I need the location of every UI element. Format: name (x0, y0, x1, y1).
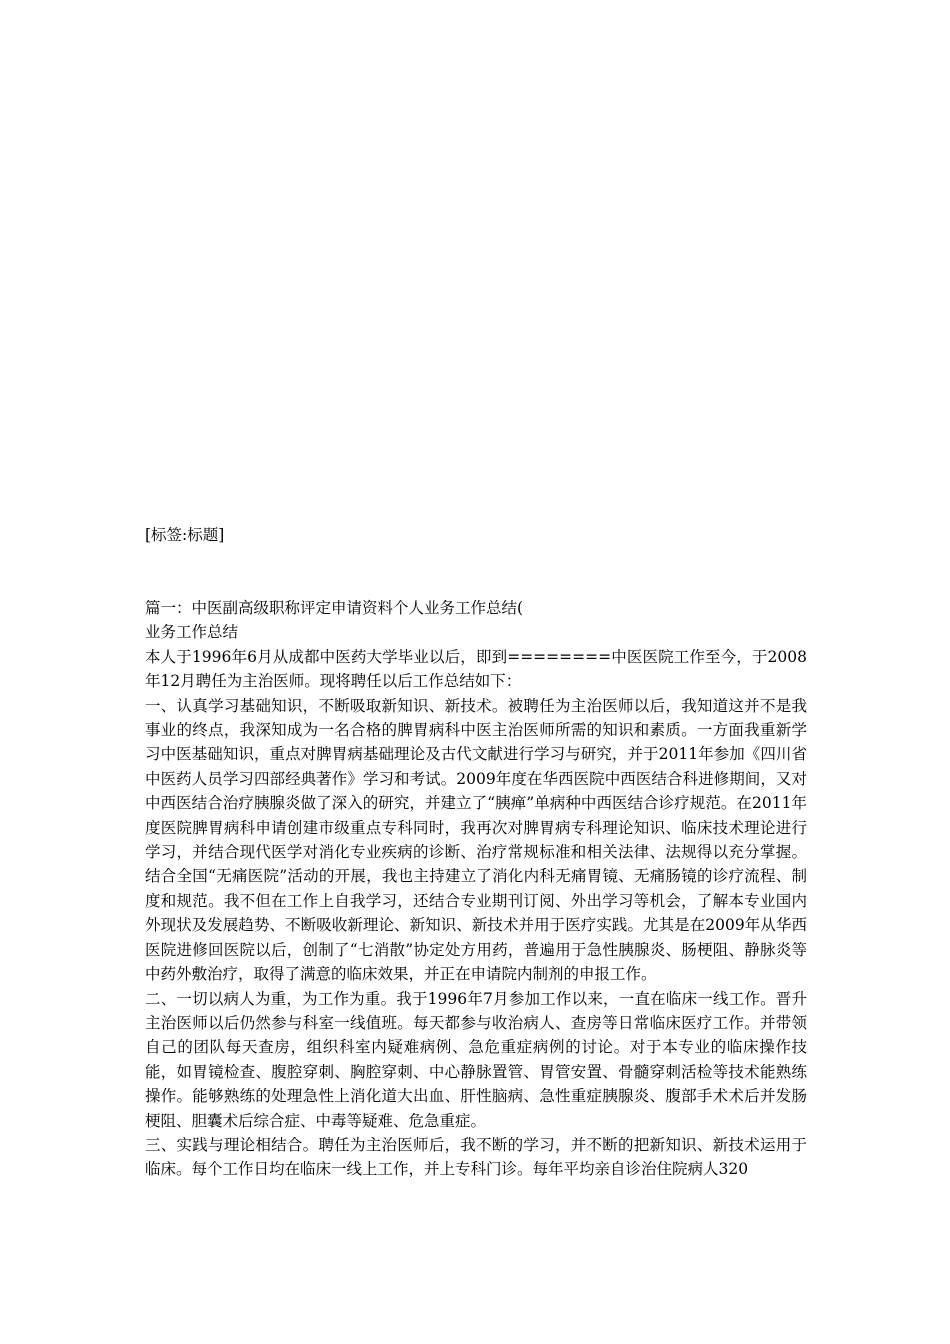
article-title: 篇一：中医副高级职称评定申请资料个人业务工作总结( (145, 599, 524, 617)
tag-placeholder: [标签:标题] (145, 526, 225, 544)
section-heading: 业务工作总结 (145, 623, 239, 642)
paragraph-section-three: 三、实践与理论相结合。聘任为主治医师后，我不断的学习，并不断的把新知识、新技术运用于临床。每个工作日均在临床一线上工作，并上专科门诊。每年平均亲自诊治住院病人320 (145, 1135, 807, 1179)
paragraph-intro: 本人于1996年6月从成都中医药大学毕业以后，即到========中医医院工作至今，于2008年12月聘任为主治医师。现将聘任以后工作总结如下： (145, 647, 807, 691)
paragraph-section-two: 二、一切以病人为重，为工作为重。我于1996年7月参加工作以来，一直在临床一线工作。晋升主治医师以后仍然参与科室一线值班。每天都参与收治病人、查房等日常临床医疗工作。并带领自己的团队每天查房，组织科室内疑难病例、急危重症病例的讨论。对于本专业的临床操作技能，如胃镜检查、腹腔穿刺、胸腔穿刺、中心静脉置管、胃管安置、骨髓穿刺活检等技术能熟练操作。能够熟练的处理急性上消化道大出血、肝性脑病、急性重症胰腺炎、腹部手术术后并发肠梗阻、胆囊术后综合症、中毒等疑难、危急重症。 (145, 989, 807, 1130)
document-body (145, 596, 807, 1182)
paragraph-section-one: 一、认真学习基础知识，不断吸取新知识、新技术。被聘任为主治医师以后，我知道这并不是我事业的终点，我深知成为一名合格的脾胃病科中医主治医师所需的知识和素质。一方面我重新学习中医基础知识，重点对脾胃病基础理论及古代文献进行学习与研究，并于2011年参加《四川省中医药人员学习四部经典著作》学习和考试。2009年度在华西医院中西医结合科进修期间，又对中西医结合治疗胰腺炎做了深入的研究，并建立了“胰瘅”单病种中西医结合诊疗规范。在2011年度医院脾胃病科申请创建市级重点专科同时，我再次对脾胃病专科理论知识、临床技术理论进行学习，并结合现代医学对消化专业疾病的诊断、治疗常规标准和相关法律、法规得以充分掌握。结合全国“无痛医院”活动的开展，我也主持建立了消化内科无痛胃镜、无痛肠镜的诊疗流程、制度和规范。我不但在工作上自我学习，还结合专业期刊订阅、外出学习等机会，了解本专业国内外现状及发展趋势、不断吸收新理论、新知识、新技术并用于医疗实践。尤其是在2009年从华西医院进修回医院以后，创制了“七消散”协定处方用药，普遍用于急性胰腺炎、肠梗阻、静脉炎等中药外敷治疗，取得了满意的临床效果，并正在申请院内制剂的申报工作。 (145, 696, 807, 984)
